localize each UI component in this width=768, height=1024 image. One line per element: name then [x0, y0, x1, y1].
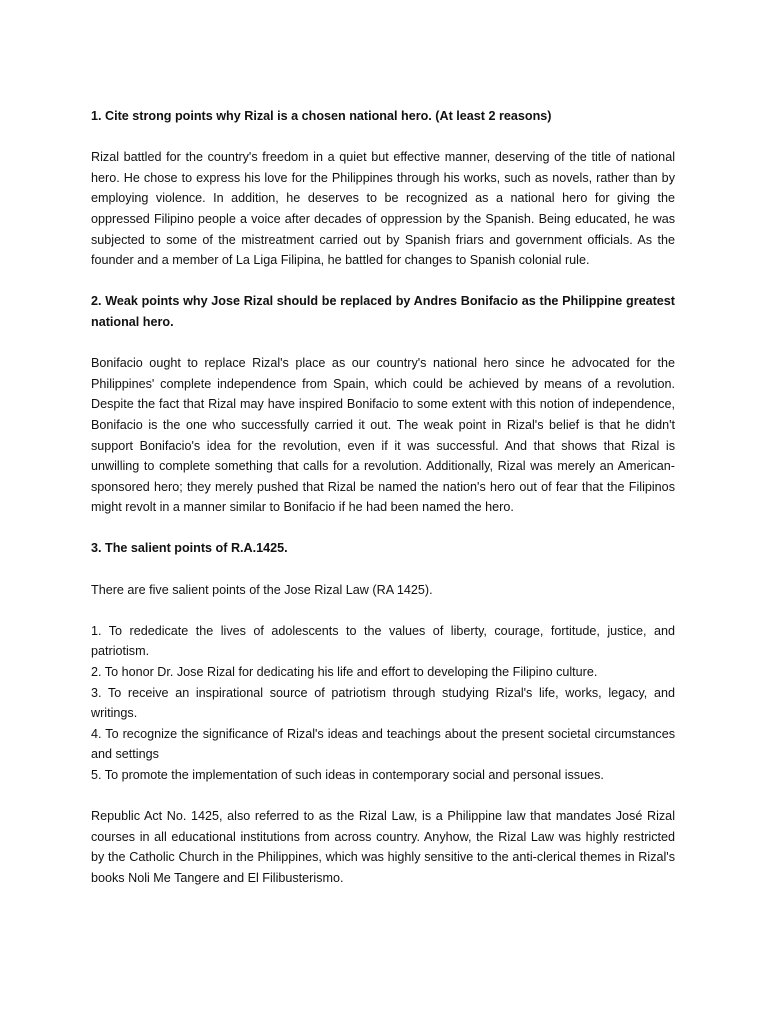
list-item: 2. To honor Dr. Jose Rizal for dedicating his life and effort to developing the Filipino culture. — [91, 665, 598, 680]
spacer — [91, 559, 675, 580]
salient-points-list — [91, 621, 675, 786]
question-1-answer: Rizal battled for the country's freedom in a quiet but effective manner, deserving of the title of national hero. He chose to express his love for the Philippines through his works, such as novels, rather than by employing violence. In addition, he deserves to be recognized as a national hero for giving the oppressed Filipino people a voice after decades of oppression by the Spanish. Being educated, he was subjected to some of the mistreatment carried out by Spanish friars and government officials. As the founder and a member of La Liga Filipina, he battled for changes to Spanish colonial rule. — [91, 150, 675, 268]
question-1-heading: 1. Cite strong points why Rizal is a chosen national hero. (At least 2 reasons) — [91, 109, 552, 123]
document-page — [91, 106, 675, 889]
list-item: 5. To promote the implementation of such ideas in contemporary social and personal issues. — [91, 768, 604, 782]
spacer — [91, 786, 675, 807]
spacer — [91, 127, 675, 148]
spacer — [91, 518, 675, 539]
list-item: 3. To receive an inspirational source of patriotism through studying Rizal's life, works, legacy, and writings. — [91, 685, 675, 721]
spacer — [91, 600, 675, 621]
question-2-heading: 2. Weak points why Jose Rizal should be replaced by Andres Bonifacio as the Philippine greatest national hero. — [91, 294, 675, 329]
list-item: 1. To rededicate the lives of adolescents to the values of liberty, courage, fortitude, justice, and patriotism. — [91, 623, 675, 659]
list-item: 4. To recognize the significance of Rizal's ideas and teachings about the present societal circumstances and settings — [91, 726, 675, 762]
spacer — [91, 333, 675, 354]
question-3-closing: Republic Act No. 1425, also referred to as the Rizal Law, is a Philippine law that mandates José Rizal courses in all educational institutions from across country. Anyhow, the Rizal Law was highly restricted by the Catholic Church in the Philippines, which was highly sensitive to the anti-clerical themes in Rizal's books Noli Me Tangere and El Filibusterismo. — [91, 809, 675, 885]
question-2-answer: Bonifacio ought to replace Rizal's place as our country's national hero since he advocated for the Philippines' complete independence from Spain, which could be achieved by means of a revolution. Despite the fact that Rizal may have inspired Bonifacio to some extent with this notion of independence, Bonifacio is the one who successfully carried it out. The weak point in Rizal's belief is that he didn't support Bonifacio's idea for the revolution, even if it was successful. And that shows that Rizal is unwilling to complete something that calls for a revolution. Additionally, Rizal was merely an American-sponsored hero; they merely pushed that Rizal be named the nation's hero out of fear that the Filipinos might revolt in a manner similar to Bonifacio if he had been named the hero. — [91, 356, 675, 515]
question-3-intro: There are five salient points of the Jose Rizal Law (RA 1425). — [91, 582, 433, 597]
question-3-heading: 3. The salient points of R.A.1425. — [91, 541, 288, 556]
spacer — [91, 271, 675, 292]
